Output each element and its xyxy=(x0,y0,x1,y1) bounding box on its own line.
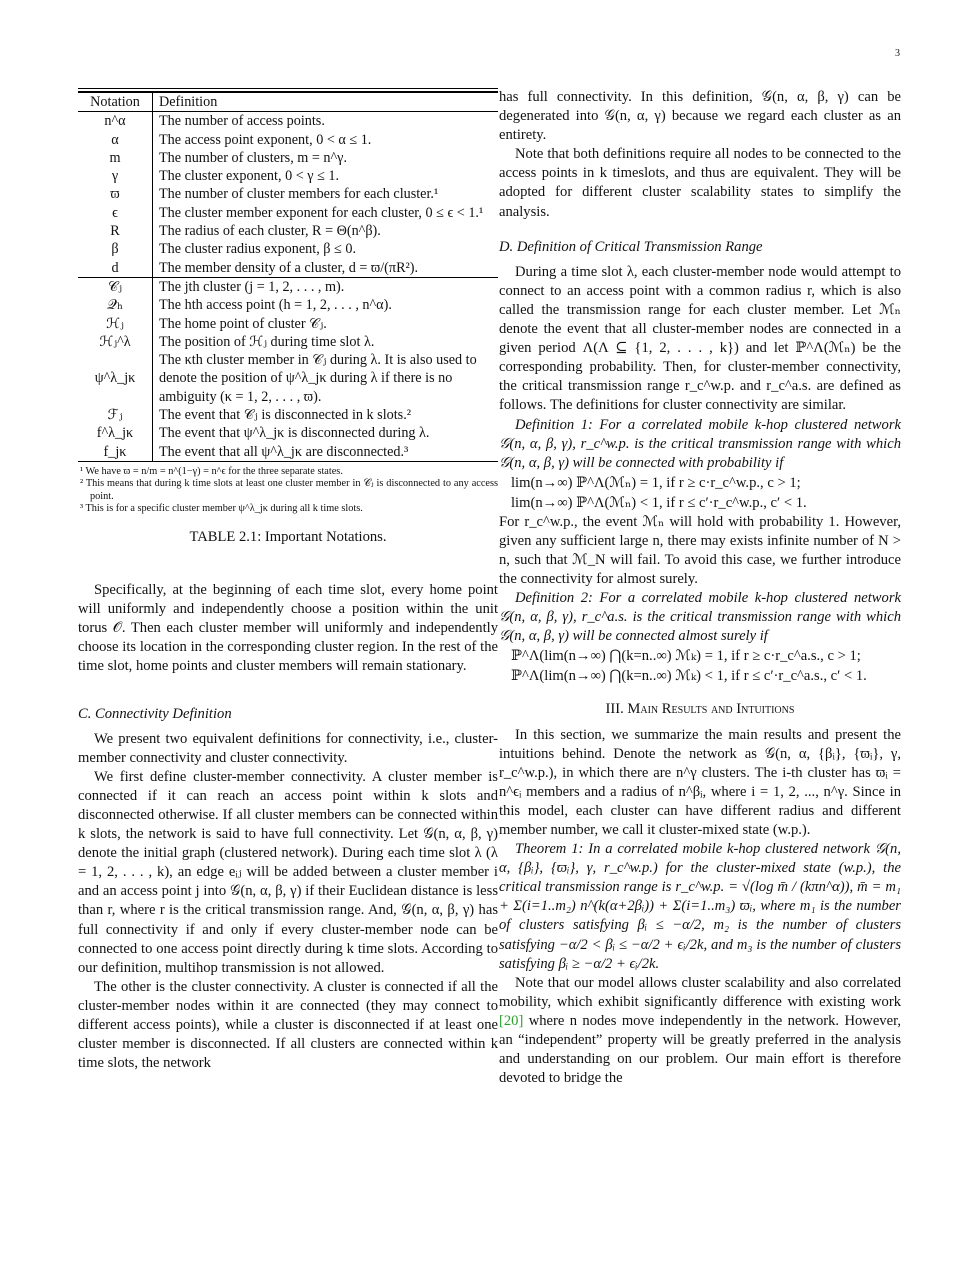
table-definition: The cluster radius exponent, β ≤ 0. xyxy=(159,241,357,258)
table-row xyxy=(78,185,498,203)
table-definition: The number of clusters, m = n^γ. xyxy=(159,149,347,166)
table-definition: The κth cluster member in 𝒞ⱼ during λ. It is also used to denote the position of ψ^λ_jκ during λ if there is no ambiguity (κ = 1, 2, . . . , ϖ). xyxy=(159,352,477,405)
table-definition: The member density of a cluster, d = ϖ/(πR²). xyxy=(159,259,419,276)
table-symbol: R xyxy=(78,222,153,240)
table-row xyxy=(78,351,498,406)
table-row xyxy=(78,424,498,442)
paragraph-model: Specifically, at the beginning of each time slot, every home point will uniformly and independently choose a position within the unit torus 𝒪. Then each cluster member will uniformly and independently choose its location in the corresponding cluster region. In the rest of the time slot, home points and cluster members will remain stationary. xyxy=(78,582,498,675)
table-symbol: γ xyxy=(78,167,153,185)
section-heading-d: D. Definition of Critical Transmission Range xyxy=(499,238,763,255)
paragraph xyxy=(499,974,901,1089)
table-row xyxy=(78,222,498,240)
equation: ℙ^Λ(lim(n→∞) ⋂(k=n..∞) ℳₖ) = 1, if r ≥ c·r_c^a.s., c > 1; xyxy=(511,648,861,665)
paragraph: During a time slot λ, each cluster-member node would attempt to connect to an access point with a common radius r, which is also called the transmission range for each cluster member. Let ℳₙ denote the event that all cluster-member nodes are connected in a given period Λ(Λ ⊆ {1, 2, . . . , k}) and let ℙ^Λ(ℳₙ) be the corresponding probability. Then, for cluster-member connectivity, the critical transmission range r_c^w.p. and r_c^a.s. are defined as follows. The definitions for cluster connectivity are similar. xyxy=(499,263,901,414)
table-definition: The event that 𝒞ⱼ is disconnected in k slots.² xyxy=(159,407,411,424)
text-span: Note that our model allows cluster scalability and also correlated mobility, which exhibit significantly difference with existing work xyxy=(499,974,901,1010)
table-definition: The event that all ψ^λ_jκ are disconnected.³ xyxy=(153,443,499,462)
left-column xyxy=(78,88,498,1073)
paragraph: Note that both definitions require all nodes to be connected to the access points in k timeslots, and thus are equivalent. They will be adopted for different cluster scalability states to simplify the analysis. xyxy=(499,146,901,220)
table-symbol: ℱⱼ xyxy=(78,406,153,424)
table-row xyxy=(78,296,498,314)
table-definition: The number of access points. xyxy=(159,113,325,130)
table-row xyxy=(78,240,498,258)
table-row xyxy=(78,204,498,222)
equation: lim(n→∞) ℙ^Λ(ℳₙ) = 1, if r ≥ c·r_c^w.p., c > 1; xyxy=(511,474,801,491)
definition-1: Definition 1: For a correlated mobile k-hop clustered network 𝒢(n, α, β, γ), r_c^w.p. is the critical transmission range with which 𝒢(n, α, β, γ) will be connected with probability if xyxy=(499,416,901,471)
table-symbol: m xyxy=(78,149,153,167)
paragraph: has full connectivity. In this definition, 𝒢(n, α, β, γ) can be degenerated into 𝒢(n, α, γ) because we regard each cluster as an entirety. xyxy=(499,89,901,144)
table-row xyxy=(78,131,498,149)
table-definition: The event that ψ^λ_jκ is disconnected during λ. xyxy=(159,425,430,442)
right-column xyxy=(499,88,901,1088)
table-definition: The jth cluster (j = 1, 2, . . . , m). xyxy=(153,277,499,296)
table-footnote: ¹ We have ϖ = n/m = n^(1−γ) = n^ϵ for the three separate states. xyxy=(80,465,343,477)
table-footnote: ³ This is for a specific cluster member ψ^λ_jκ during all k time slots. xyxy=(80,503,363,515)
table-symbol: ψ^λ_jκ xyxy=(78,351,153,406)
table-symbol: n^α xyxy=(78,112,153,131)
table-definition: The position of ℋⱼ during time slot λ. xyxy=(159,333,375,350)
table-row xyxy=(78,277,498,296)
table-row xyxy=(78,443,498,462)
section-heading-3: III. Main Results and Intuitions xyxy=(605,701,795,718)
table-header-row xyxy=(78,93,498,112)
table-symbol: 𝒞ⱼ xyxy=(78,277,153,296)
table-definition: The number of cluster members for each cluster.¹ xyxy=(159,186,439,203)
table-row xyxy=(78,315,498,333)
table-definition: The cluster member exponent for each cluster, 0 ≤ ϵ < 1.¹ xyxy=(159,204,484,221)
paragraph: We present two equivalent definitions for connectivity, i.e., cluster-member connectivity and cluster connectivity. xyxy=(78,730,498,766)
table-symbol: f^λ_jκ xyxy=(78,424,153,442)
table-row xyxy=(78,112,498,131)
table-row xyxy=(78,149,498,167)
table-header-definition: Definition xyxy=(153,93,499,112)
notation-table xyxy=(78,92,498,462)
table-definition: The access point exponent, 0 < α ≤ 1. xyxy=(159,131,372,148)
paragraph: In this section, we summarize the main results and present the intuitions behind. Denote the network as 𝒢(n, α, {βᵢ}, {ϖᵢ}, γ, r_c^w.p.), in which there are n^γ clusters. The i-th cluster has ϖᵢ = n^ϵᵢ members and a radius of n^βᵢ, where i = 1, 2, ..., n^γ. Since in this model, each cluster can have different radius and different member number, we call it cluster-mixed state (w.p.). xyxy=(499,726,901,838)
equation: ℙ^Λ(lim(n→∞) ⋂(k=n..∞) ℳₖ) < 1, if r ≤ c′·r_c^a.s., c′ < 1. xyxy=(511,668,867,685)
theorem-1: Theorem 1: In a correlated mobile k-hop clustered network 𝒢(n, α, {βᵢ}, {ϖᵢ}, γ, r_c^w.p.) for the cluster-mixed state (w.p.), the critical transmission range is r_c^w.p. = √(log m̄ / (kπn^α)), m̄ = m₁ + Σ(i=1..m₂) n^(k(α+2βᵢ)) + Σ(i=1..m₃) ϖᵢ, where m₁ is the number of clusters satisfying βᵢ ≤ −α/2, m₂ is the number of clusters satisfying −α/2 < βᵢ ≤ −α/2 + ϵᵢ/2k, and m₃ is the number of clusters satisfying βᵢ ≥ −α/2 + ϵᵢ/2k. xyxy=(499,841,901,972)
table-definition: The radius of each cluster, R = Θ(n^β). xyxy=(159,223,381,240)
table-symbol: ϵ xyxy=(78,204,153,222)
equation: lim(n→∞) ℙ^Λ(ℳₙ) < 1, if r ≤ c′·r_c^w.p., c′ < 1. xyxy=(511,494,807,511)
table-footnotes xyxy=(78,466,498,516)
page-number: 3 xyxy=(895,48,900,59)
table-symbol: ϖ xyxy=(78,185,153,203)
text-span: where n nodes move independently in the network. However, an “independent” property will be greatly preferred in the analysis and understanding on our problem. Our main effort is therefore devoted to bridge the xyxy=(499,1012,901,1087)
table-symbol: d xyxy=(78,259,153,278)
table-row xyxy=(78,167,498,185)
citation-link[interactable]: [20] xyxy=(499,1012,524,1029)
definition-2: Definition 2: For a correlated mobile k-hop clustered network 𝒢(n, α, β, γ), r_c^a.s. is the critical transmission range with which 𝒢(n, α, β, γ) will be connected almost surely if xyxy=(499,590,901,645)
paragraph: We first define cluster-member connectivity. A cluster member is connected if it can reach an access point within k slots and disconnected otherwise. If all cluster members can be connected within k slots, the network is said to have full connectivity. Let 𝒢(n, α, β, γ) denote the initial graph (clustered network). During each time slot λ (λ = 1, 2, . . . , k), an edge eᵢⱼ will be added between a cluster member i and an access point j into 𝒢(n, α, β, γ) if their Euclidean distance is less than r, where r is the critical transmission range. And, 𝒢(n, α, β, γ) has full connectivity if and only if every cluster-member node can be connected to one access point directly during k time slots. According to our definition, multihop transmission is not allowed. xyxy=(78,768,498,976)
table-header-notation: Notation xyxy=(78,93,153,112)
table-row xyxy=(78,406,498,424)
table-symbol: α xyxy=(78,131,153,149)
table-row xyxy=(78,333,498,351)
section-heading-c: C. Connectivity Definition xyxy=(78,705,232,722)
table-symbol: ℋⱼ^λ xyxy=(78,333,153,351)
table-footnote: ² This means that during k time slots at least one cluster member in 𝒞ⱼ is disconnected to any access point. xyxy=(80,478,498,502)
table-symbol: f_jκ xyxy=(78,443,153,462)
table-definition: The hth access point (h = 1, 2, . . . , n^α). xyxy=(159,297,392,314)
table-row xyxy=(78,259,498,278)
table-caption: TABLE 2.1: Important Notations. xyxy=(189,528,387,545)
table-symbol: 𝒬ₕ xyxy=(78,296,153,314)
paragraph: The other is the cluster connectivity. A cluster is connected if all the cluster-member nodes within it are connected (they may connect to different access points), while a cluster is disconnected if at least one cluster member is disconnected. If all clusters are connected within k time slots, the network xyxy=(78,978,498,1072)
table-definition: The home point of cluster 𝒞ⱼ. xyxy=(159,315,327,332)
paragraph: For r_c^w.p., the event ℳₙ will hold with probability 1. However, given any sufficient large n, there may exists infinite number of N > n, such that ℳ_N will fail. To avoid this case, we further introduce the connectivity for almost surely. xyxy=(499,513,901,588)
table-symbol: ℋⱼ xyxy=(78,315,153,333)
table-definition: The cluster exponent, 0 < γ ≤ 1. xyxy=(159,168,340,185)
table-symbol: β xyxy=(78,240,153,258)
